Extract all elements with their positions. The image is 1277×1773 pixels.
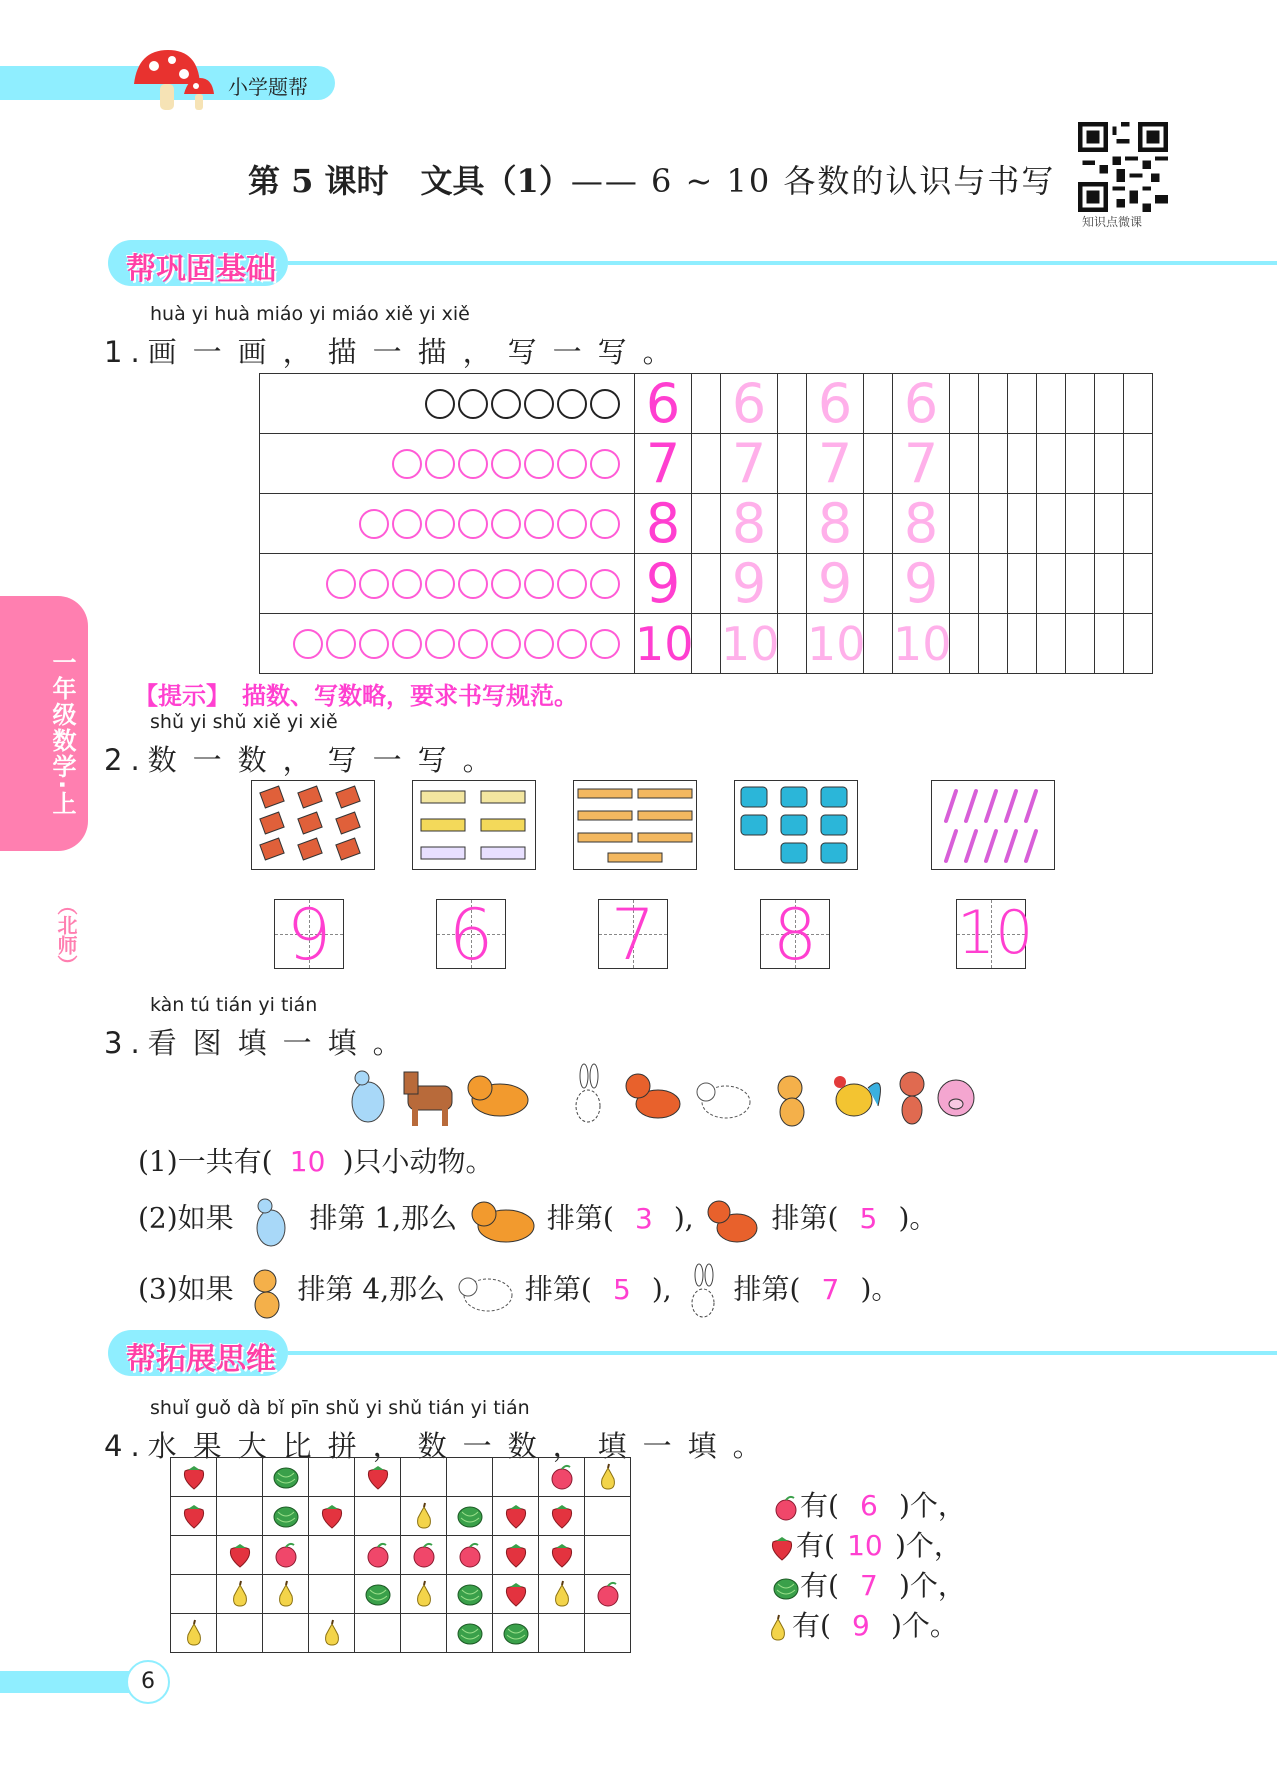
- traced-digit: 9: [645, 551, 681, 615]
- pencil-icons: [932, 781, 1054, 869]
- hint-text: 【提示】 描数、写数略，要求书写规范。: [134, 681, 578, 710]
- traced-digit: 8: [903, 491, 939, 555]
- writing-cell: [807, 431, 864, 495]
- answer-box-sharpeners: 8: [760, 899, 830, 969]
- q4-pinyin: shuǐ guǒ dà bǐ pīn shǔ yi shǔ tián yi tián: [150, 1397, 530, 1419]
- circle-group: [260, 629, 620, 659]
- sheep-icon: [697, 1083, 750, 1118]
- traced-digit: 8: [731, 491, 767, 555]
- writing-cell: [1008, 434, 1037, 494]
- fruit-count-answer: 7: [860, 1569, 878, 1602]
- fruit-cell: [401, 1536, 447, 1575]
- writing-cell: [721, 431, 778, 495]
- pony-icon: [626, 1074, 680, 1118]
- q3-answer-total: 10: [289, 1145, 326, 1178]
- fruit-cell: [447, 1458, 493, 1497]
- q1-row: [260, 554, 1153, 614]
- writing-cell: [1124, 434, 1153, 494]
- count-post: )个，: [898, 1489, 966, 1522]
- strawberry-icon: [502, 1580, 530, 1608]
- section-title: 帮巩固基础: [126, 252, 276, 287]
- writing-cell: [1095, 494, 1124, 554]
- writing-cell: [864, 434, 893, 494]
- fruit-cell: [585, 1458, 631, 1497]
- strawberry-icon: [318, 1502, 346, 1530]
- fruit-grid-row: [171, 1536, 631, 1575]
- section-title: 帮拓展思维: [126, 1342, 276, 1377]
- fruit-cell: [309, 1458, 355, 1497]
- writing-cell: [692, 494, 721, 554]
- fruit-cell: [171, 1575, 217, 1614]
- fruit-grid-row: [171, 1575, 631, 1614]
- fruit-count-answer: 10: [847, 1529, 883, 1562]
- rabbit-icon: [681, 1263, 725, 1319]
- rooster-icon: [834, 1076, 880, 1116]
- watermelon-icon: [364, 1580, 392, 1608]
- q1-writing-table: [259, 373, 1153, 674]
- pony-icon: [703, 1192, 763, 1248]
- apple-icon: [594, 1580, 622, 1608]
- apple-icon: [364, 1541, 392, 1569]
- pear-icon: [764, 1614, 792, 1642]
- q1-prompt: 1.画一画，描一描，写一写。: [104, 335, 688, 369]
- writing-cell: [979, 614, 1008, 674]
- pear-icon: [226, 1580, 254, 1608]
- fruit-count-answer: 6: [860, 1489, 878, 1522]
- q3-answer-rabbit: 7: [821, 1272, 840, 1306]
- fruit-cell: [401, 1614, 447, 1653]
- writing-cell: [864, 374, 893, 434]
- count-post: )个，: [898, 1569, 966, 1602]
- fruit-grid: [170, 1457, 631, 1653]
- q1-pinyin: huà yi huà miáo yi miáo xiě yi xiě: [150, 303, 470, 325]
- watermelon-icon: [272, 1502, 300, 1530]
- fruit-cell: [217, 1536, 263, 1575]
- writing-cell: [1008, 614, 1037, 674]
- writing-cell: [893, 551, 950, 615]
- fruit-cell: [585, 1497, 631, 1536]
- writing-cell: [721, 551, 778, 615]
- traced-digit: 6: [731, 371, 767, 435]
- mushroom-logo-icon: [128, 44, 218, 116]
- apple-icon: [456, 1541, 484, 1569]
- traced-digit: 9: [731, 551, 767, 615]
- writing-cell: [1124, 494, 1153, 554]
- q4-prompt: 4.水果大比拼，数一数，填一填。: [104, 1429, 778, 1463]
- fruit-cell: [355, 1614, 401, 1653]
- writing-cell: [1037, 614, 1066, 674]
- writing-cell: [635, 614, 692, 674]
- traced-digit: 9: [903, 551, 939, 615]
- traced-digit: 10: [635, 616, 694, 671]
- fruit-cell: [539, 1536, 585, 1575]
- writing-cell: [979, 554, 1008, 614]
- picture-pencils: [931, 780, 1055, 870]
- strawberry-icon: [180, 1463, 208, 1491]
- writing-cell: [864, 614, 893, 674]
- qr-code-icon: [1078, 122, 1168, 212]
- count-pre: 有(: [800, 1489, 839, 1522]
- writing-cell: [807, 614, 864, 674]
- writing-cell: [1066, 434, 1095, 494]
- writing-cell: [635, 431, 692, 495]
- monkey-icon: [243, 1263, 289, 1319]
- horse-icon: [404, 1072, 452, 1126]
- mouse-icon: [352, 1071, 384, 1122]
- watermelon-icon: [456, 1619, 484, 1647]
- fruit-cell: [217, 1458, 263, 1497]
- animals-row: [338, 1062, 978, 1132]
- fruit-cell: [401, 1575, 447, 1614]
- fruit-count-line: [772, 1564, 966, 1604]
- strawberry-icon: [364, 1463, 392, 1491]
- writing-cell: [1008, 554, 1037, 614]
- circle-group: [260, 509, 620, 539]
- fruit-cell: [171, 1536, 217, 1575]
- strawberry-icon: [226, 1541, 254, 1569]
- circle-group: [260, 389, 620, 419]
- pear-icon: [410, 1502, 438, 1530]
- writing-cell: [778, 494, 807, 554]
- apple-icon: [272, 1541, 300, 1569]
- traced-digit: 8: [645, 491, 681, 555]
- pencil-box-icons: [413, 781, 535, 869]
- fruit-cell: [171, 1614, 217, 1653]
- fruit-cell: [539, 1458, 585, 1497]
- writing-cell: [950, 494, 979, 554]
- writing-cell: [979, 374, 1008, 434]
- watermelon-icon: [456, 1580, 484, 1608]
- writing-cell: [893, 371, 950, 435]
- q1-row: [260, 434, 1153, 494]
- answer-box-pencil-boxes: 6: [436, 899, 506, 969]
- side-tab-grade: 一年级数学·上: [48, 650, 76, 818]
- page-number: 6: [126, 1660, 170, 1704]
- writing-cell: [635, 371, 692, 435]
- mouse-icon: [243, 1192, 301, 1248]
- q1-row: [260, 374, 1153, 434]
- writing-cell: [1037, 494, 1066, 554]
- q2-pinyin: shǔ yi shǔ xiě yi xiě: [150, 711, 338, 733]
- pear-icon: [548, 1580, 576, 1608]
- strawberry-icon: [548, 1541, 576, 1569]
- circle-group: [260, 449, 620, 479]
- picture-pencil-boxes: [412, 780, 536, 870]
- fruit-cell: [493, 1614, 539, 1653]
- answer-box-pencils: 10: [957, 898, 1034, 968]
- apple-icon: [410, 1541, 438, 1569]
- fruit-cell: [309, 1575, 355, 1614]
- qr-caption: 知识点微课: [1082, 215, 1143, 229]
- tiger-icon: [468, 1076, 528, 1116]
- fruit-cell: [309, 1614, 355, 1653]
- q2-prompt: 2.数一数，写一写。: [104, 743, 508, 777]
- fruit-cell: [539, 1575, 585, 1614]
- writing-cell: [1066, 554, 1095, 614]
- traced-digit: 10: [893, 616, 952, 671]
- traced-digit: 10: [721, 616, 780, 671]
- writing-cell: [864, 494, 893, 554]
- answer-box-erasers: 9: [274, 899, 344, 969]
- writing-cell: [1095, 554, 1124, 614]
- strawberry-icon: [768, 1534, 796, 1562]
- traced-digit: 10: [807, 616, 866, 671]
- answer-box-rulers: 7: [598, 899, 668, 969]
- fruit-grid-row: [171, 1497, 631, 1536]
- writing-cell: [1066, 614, 1095, 674]
- traced-digit: 7: [731, 431, 767, 495]
- writing-cell: [1037, 554, 1066, 614]
- sheep-icon: [454, 1263, 516, 1319]
- writing-cell: [1095, 614, 1124, 674]
- dog-icon: [900, 1072, 924, 1124]
- side-tab-edition: （北师）: [54, 895, 78, 975]
- traced-digit: 6: [903, 371, 939, 435]
- traced-digit: 9: [817, 551, 853, 615]
- fruit-cell: [401, 1458, 447, 1497]
- fruit-cell: [217, 1575, 263, 1614]
- fruit-cell: [355, 1575, 401, 1614]
- writing-cell: [1037, 434, 1066, 494]
- fruit-cell: [309, 1536, 355, 1575]
- fruit-cell: [171, 1458, 217, 1497]
- fruit-cell: [263, 1536, 309, 1575]
- fruit-grid-row: [171, 1614, 631, 1653]
- writing-cell: [1037, 374, 1066, 434]
- q4-answers: [772, 1484, 966, 1644]
- fruit-cell: [401, 1497, 447, 1536]
- watermelon-icon: [772, 1574, 800, 1602]
- fruit-cell: [263, 1458, 309, 1497]
- q3-answer-pony: 5: [859, 1201, 878, 1235]
- fruit-cell: [447, 1614, 493, 1653]
- writing-cell: [864, 554, 893, 614]
- tiger-icon: [466, 1192, 538, 1248]
- traced-digit: 7: [645, 431, 681, 495]
- traced-digit: 6: [645, 371, 681, 435]
- fruit-cell: [217, 1614, 263, 1653]
- writing-cell: [1095, 374, 1124, 434]
- fruit-cell: [263, 1575, 309, 1614]
- writing-cell: [1008, 374, 1037, 434]
- strawberry-icon: [548, 1502, 576, 1530]
- brand-name: 小学题帮: [228, 75, 308, 99]
- q3-answer-tiger: 3: [634, 1201, 653, 1235]
- pear-icon: [594, 1463, 622, 1491]
- writing-cell: [1124, 374, 1153, 434]
- fruit-count-line: [764, 1604, 966, 1644]
- section-header-basic: [108, 240, 1277, 290]
- sharpener-icons: [735, 781, 857, 869]
- fruit-count-line: [772, 1484, 966, 1524]
- fruit-cell: [355, 1536, 401, 1575]
- fruit-cell: [171, 1497, 217, 1536]
- title-rest: —— 6 ~ 10 各数的认识与书写: [570, 162, 1056, 200]
- q3-answer-sheep: 5: [612, 1272, 631, 1306]
- writing-cell: [1095, 434, 1124, 494]
- writing-cell: [721, 371, 778, 435]
- fruit-cell: [585, 1536, 631, 1575]
- traced-digit: 7: [817, 431, 853, 495]
- writing-cell: [1066, 494, 1095, 554]
- picture-erasers: [251, 780, 375, 870]
- writing-cell: [778, 374, 807, 434]
- writing-cell: [979, 434, 1008, 494]
- writing-cell: [893, 614, 950, 674]
- fruit-cell: [447, 1497, 493, 1536]
- fruit-grid-row: [171, 1458, 631, 1497]
- fruit-cell: [539, 1497, 585, 1536]
- fruit-count-answer: 9: [852, 1609, 870, 1642]
- traced-digit: 7: [903, 431, 939, 495]
- q3-prompt: 3.看图填一填。: [104, 1026, 418, 1060]
- fruit-cell: [585, 1614, 631, 1653]
- writing-cell: [721, 491, 778, 555]
- writing-cell: [778, 434, 807, 494]
- pear-icon: [410, 1580, 438, 1608]
- writing-cell: [979, 494, 1008, 554]
- picture-sharpeners: [734, 780, 858, 870]
- fruit-cell: [539, 1614, 585, 1653]
- monkey-icon: [778, 1076, 804, 1126]
- title-bold: 第 5 课时 文具（1）: [248, 162, 571, 200]
- circle-group: [260, 569, 620, 599]
- fruit-cell: [585, 1575, 631, 1614]
- count-pre: 有(: [796, 1529, 835, 1562]
- apple-icon: [772, 1494, 800, 1522]
- pear-icon: [318, 1619, 346, 1647]
- fruit-cell: [493, 1536, 539, 1575]
- count-post: )个。: [890, 1609, 958, 1642]
- fruit-cell: [309, 1497, 355, 1536]
- writing-cell: [692, 434, 721, 494]
- watermelon-icon: [502, 1619, 530, 1647]
- writing-cell: [1124, 554, 1153, 614]
- fruit-cell: [447, 1575, 493, 1614]
- fruit-cell: [493, 1458, 539, 1497]
- section-header-extend: [108, 1330, 1277, 1380]
- writing-cell: [778, 554, 807, 614]
- fruit-cell: [493, 1497, 539, 1536]
- writing-cell: [692, 374, 721, 434]
- writing-cell: [635, 551, 692, 615]
- fruit-cell: [493, 1575, 539, 1614]
- writing-cell: [950, 614, 979, 674]
- picture-rulers: [573, 780, 697, 870]
- pear-icon: [180, 1619, 208, 1647]
- pear-icon: [272, 1580, 300, 1608]
- writing-cell: [1008, 494, 1037, 554]
- writing-cell: [807, 551, 864, 615]
- strawberry-icon: [502, 1502, 530, 1530]
- writing-cell: [950, 374, 979, 434]
- rabbit-icon: [576, 1064, 600, 1122]
- traced-digit: 8: [817, 491, 853, 555]
- fruit-cell: [355, 1458, 401, 1497]
- fruit-cell: [217, 1497, 263, 1536]
- watermelon-icon: [456, 1502, 484, 1530]
- fruit-count-line: [768, 1524, 966, 1564]
- traced-digit: 6: [817, 371, 853, 435]
- count-post: )个，: [894, 1529, 962, 1562]
- writing-cell: [778, 614, 807, 674]
- q3-part2: (2)如果 排第 1,那么 排第( 3 ), 排第( 5 )。: [138, 1192, 937, 1248]
- q1-row: [260, 614, 1153, 674]
- writing-cell: [950, 554, 979, 614]
- apple-icon: [548, 1463, 576, 1491]
- watermelon-icon: [272, 1463, 300, 1491]
- fruit-cell: [447, 1536, 493, 1575]
- eraser-icons: [252, 781, 374, 869]
- writing-cell: [635, 491, 692, 555]
- strawberry-icon: [502, 1541, 530, 1569]
- writing-cell: [893, 431, 950, 495]
- count-pre: 有(: [792, 1609, 831, 1642]
- writing-cell: [692, 614, 721, 674]
- q3-pinyin: kàn tú tián yi tián: [150, 994, 318, 1016]
- fruit-cell: [355, 1497, 401, 1536]
- q3-part1: (1)一共有( 10 )只小动物。: [138, 1145, 494, 1178]
- writing-cell: [893, 491, 950, 555]
- ruler-icons: [574, 781, 696, 869]
- fruit-cell: [263, 1497, 309, 1536]
- writing-cell: [807, 491, 864, 555]
- writing-cell: [1124, 614, 1153, 674]
- strawberry-icon: [180, 1502, 208, 1530]
- writing-cell: [950, 434, 979, 494]
- writing-cell: [1066, 374, 1095, 434]
- writing-cell: [721, 614, 778, 674]
- writing-cell: [807, 371, 864, 435]
- count-pre: 有(: [800, 1569, 839, 1602]
- page-title: [248, 156, 1055, 202]
- q1-row: [260, 494, 1153, 554]
- q3-part3: (3)如果 排第 4,那么 排第( 5 ), 排第( 7 )。: [138, 1263, 899, 1319]
- fruit-cell: [263, 1614, 309, 1653]
- writing-cell: [692, 554, 721, 614]
- pig-icon: [938, 1080, 974, 1116]
